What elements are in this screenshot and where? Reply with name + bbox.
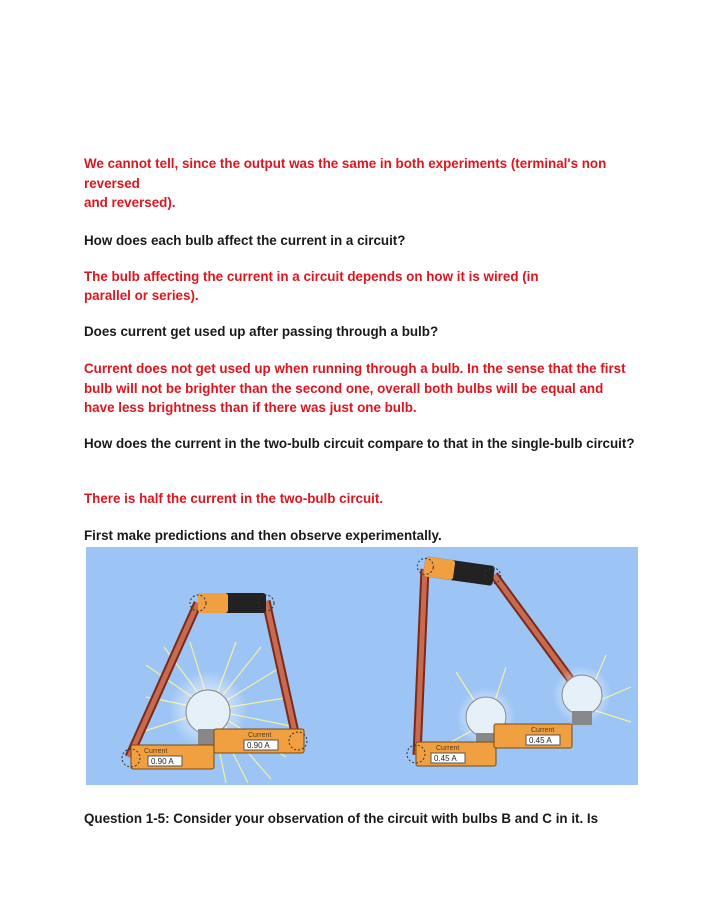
left-meter-bottom	[122, 745, 214, 769]
circuit-figure	[86, 547, 638, 785]
left-battery	[190, 593, 274, 613]
right-meter-bottom-label: Current	[436, 745, 460, 752]
left-meter-bottom-label: Current	[144, 748, 168, 755]
answer-current-used-up: Current does not get used up when running through a bulb. In the sense that the first bulb will not be brighter than the second one, overall both bulbs will be equal and have less brightness than if there was just one bulb.	[84, 361, 626, 415]
right-meter-bottom-value: 0.45 A	[434, 754, 457, 763]
left-meter-right	[214, 729, 307, 753]
right-meter-right	[494, 724, 572, 748]
instruction-predictions: First make predictions and then observe experimentally.	[84, 528, 442, 543]
right-meter-right-label: Current	[531, 727, 555, 734]
question-current-used-up: Does current get used up after passing through a bulb?	[84, 324, 439, 339]
answer-line-1: We cannot tell, since the output was the same in both experiments (terminal's non reversed	[84, 156, 607, 191]
answer-bulb-effect-2: parallel or series).	[84, 288, 199, 303]
right-meter-bottom	[407, 742, 496, 766]
right-bulb-2	[552, 665, 612, 725]
left-meter-bottom-value: 0.90 A	[151, 757, 174, 766]
question-bulb-effect: How does each bulb affect the current in a circuit?	[84, 233, 406, 248]
answer-two-bulb-compare: There is half the current in the two-bulb circuit.	[84, 491, 384, 506]
right-meter-right-value: 0.45 A	[529, 736, 552, 745]
question-1-5: Question 1-5: Consider your observation of the circuit with bulbs B and C in it. Is	[84, 811, 599, 826]
answer-bulb-effect-1: The bulb affecting the current in a circuit depends on how it is wired (in	[84, 269, 539, 284]
left-meter-right-label: Current	[248, 732, 272, 739]
left-meter-right-value: 0.90 A	[247, 741, 270, 750]
answer-line-2: and reversed).	[84, 195, 176, 210]
question-two-bulb-compare: How does the current in the two-bulb circuit compare to that in the single-bulb circuit?	[84, 436, 635, 451]
